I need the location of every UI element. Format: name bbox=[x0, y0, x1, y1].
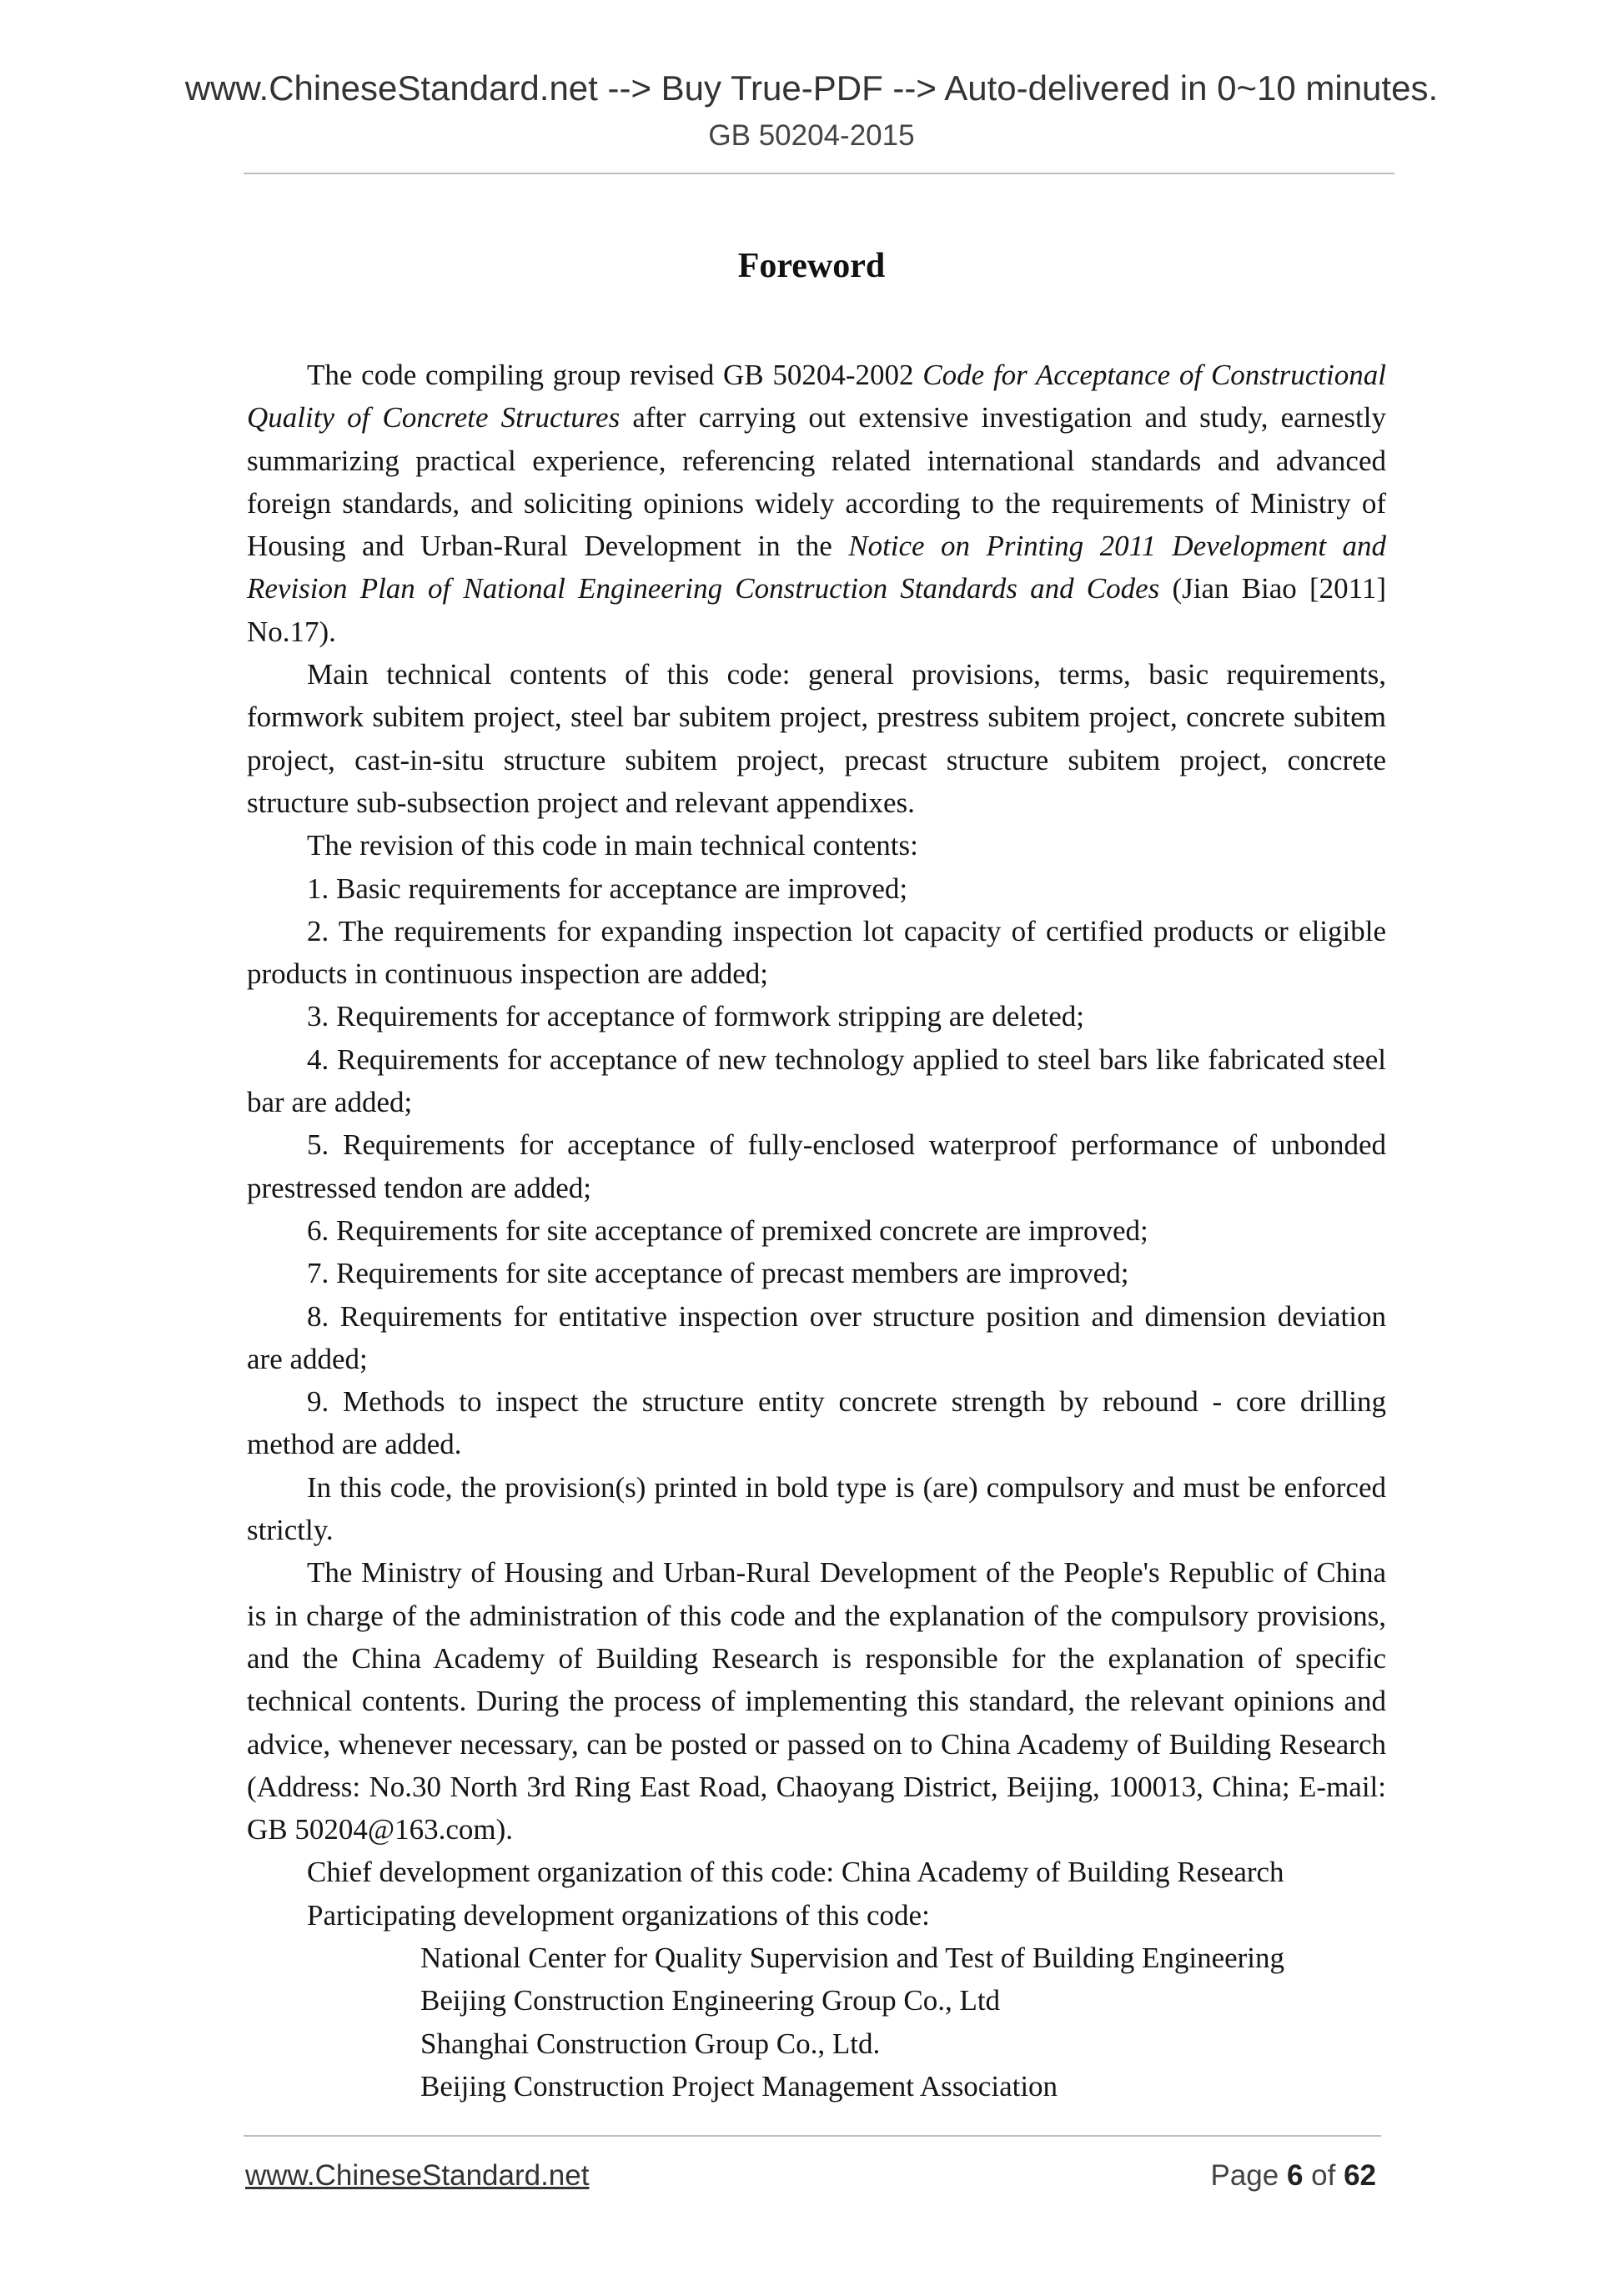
footer-divider bbox=[244, 2135, 1381, 2137]
revision-item-2: 2. The requirements for expanding inspection lot capacity of certified products or eligible products in continuous inspection are added; bbox=[247, 914, 1386, 991]
revision-item-3: 3. Requirements for acceptance of formwork stripping are deleted; bbox=[307, 1000, 1084, 1033]
main-contents-paragraph: Main technical contents of this code: general provisions, terms, basic requirements, formwork subitem project, steel bar subitem project, prestress subitem project, concrete subitem project, cast-in-situ structure subitem project, precast structure subitem project, concrete structure sub-subsection project and relevant appendixes. bbox=[247, 658, 1386, 819]
document-body bbox=[247, 354, 1386, 2108]
administration-paragraph: The Ministry of Housing and Urban-Rural Development of the People's Republic of China is in charge of the administration of this code and the explanation of the compulsory provisions, and the China Academy of Building Research is responsible for the explanation of specific technical contents. During the process of implementing this standard, the relevant opinions and advice, whenever necessary, can be posted or passed on to China Academy of Building Research (Address: No.30 North 3rd Ring East Road, Chaoyang District, Beijing, 100013, China; E-mail: GB 50204@163.com). bbox=[247, 1556, 1386, 1846]
revision-item-7: 7. Requirements for site acceptance of precast members are improved; bbox=[307, 1257, 1129, 1290]
code-title: Code for Acceptance of Constructional Quality of Concrete Structures bbox=[247, 359, 1386, 435]
participating-org: Shanghai Construction Group Co., Ltd. bbox=[420, 2027, 881, 2060]
page-current: 6 bbox=[1286, 2159, 1304, 2192]
page-title: Foreword bbox=[737, 247, 886, 285]
intro-text-2: after carrying out extensive investigation and study, earnestly summarizing practical experience, referencing related international standards and advanced foreign standards, and soliciting opinions widely according to the requirements of Ministry of Housing and Urban-Rural Development in the bbox=[247, 401, 1386, 563]
page-prefix: Page bbox=[1210, 2159, 1287, 2192]
notice-title: Notice on Printing 2011 Development and Revision Plan of National Engineering Construction Standards and Codes bbox=[247, 530, 1386, 605]
revision-item-6: 6. Requirements for site acceptance of premixed concrete are improved; bbox=[307, 1213, 1148, 1247]
intro-paragraph bbox=[247, 354, 1386, 653]
page-number bbox=[1210, 2157, 1376, 2195]
standard-number: GB 50204-2015 bbox=[708, 119, 915, 152]
revision-item-1: 1. Basic requirements for acceptance are improved; bbox=[307, 872, 908, 905]
footer-site-link[interactable]: www.ChineseStandard.net bbox=[245, 2159, 590, 2192]
chief-organization: Chief development organization of this code: China Academy of Building Research bbox=[307, 1856, 1284, 1889]
intro-text-1: The code compiling group revised GB 50204-2002 bbox=[307, 359, 923, 391]
page-of: of bbox=[1303, 2159, 1344, 2192]
participating-label: Participating development organizations of this code: bbox=[307, 1898, 930, 1932]
revision-item-8: 8. Requirements for entitative inspection over structure position and dimension deviation are added; bbox=[247, 1299, 1386, 1375]
page-total: 62 bbox=[1344, 2159, 1376, 2192]
participating-org: Beijing Construction Project Management Association bbox=[420, 2069, 1058, 2103]
revision-intro: The revision of this code in main technical contents: bbox=[307, 829, 918, 862]
compulsory-note: In this code, the provision(s) printed in bold type is (are) compulsory and must be enforced strictly. bbox=[247, 1470, 1386, 1547]
header-banner: www.ChineseStandard.net --> Buy True-PDF --> Auto-delivered in 0~10 minutes. bbox=[184, 68, 1439, 108]
participating-org: National Center for Quality Supervision and Test of Building Engineering bbox=[420, 1941, 1285, 1974]
revision-item-4: 4. Requirements for acceptance of new technology applied to steel bars like fabricated steel bar are added; bbox=[247, 1042, 1386, 1119]
header-divider bbox=[244, 173, 1394, 174]
participating-org: Beijing Construction Engineering Group Co., Ltd bbox=[420, 1984, 1001, 2017]
revision-item-5: 5. Requirements for acceptance of fully-enclosed waterproof performance of unbonded prestressed tendon are added; bbox=[247, 1128, 1386, 1204]
revision-item-9: 9. Methods to inspect the structure entity concrete strength by rebound - core drilling method are added. bbox=[247, 1385, 1386, 1461]
intro-text-3: (Jian Biao [2011] No.17). bbox=[247, 572, 1386, 648]
